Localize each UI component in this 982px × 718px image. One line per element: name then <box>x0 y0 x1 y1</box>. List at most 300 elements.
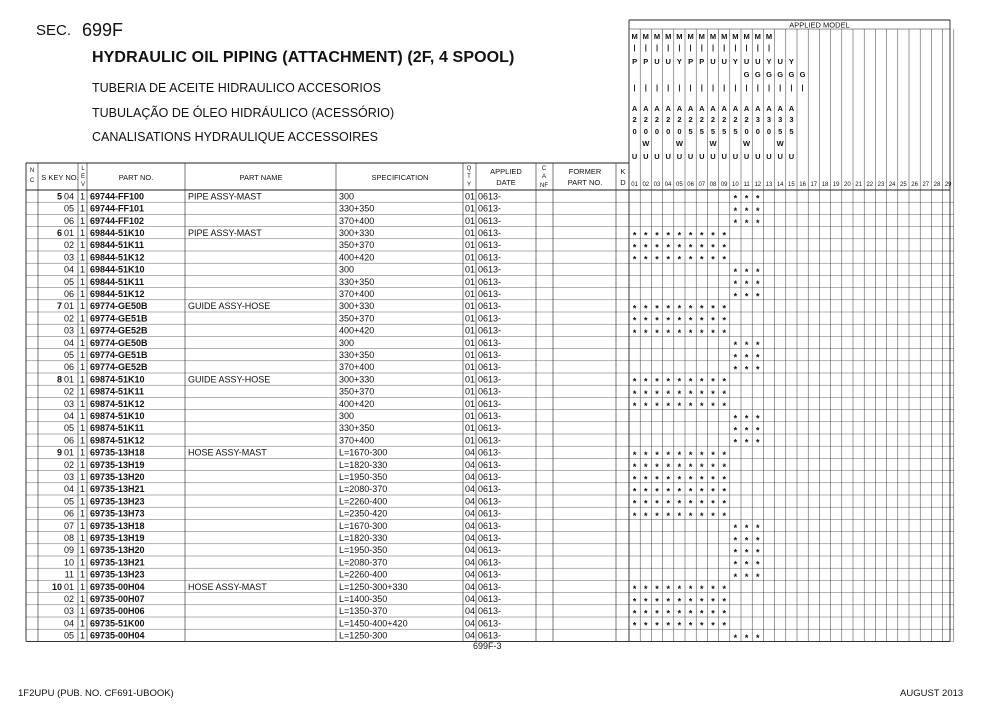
applicability-mark: * <box>677 462 682 473</box>
applicability-mark: * <box>632 254 637 265</box>
model-code-char: U <box>788 152 795 161</box>
model-code-char: U <box>732 152 739 161</box>
row-part-number: 69874-51K11 <box>90 386 145 397</box>
applicability-mark: * <box>700 230 704 241</box>
row-part-number: 69874-51K12 <box>90 398 145 409</box>
row-part-number: 69874-51K11 <box>90 423 145 434</box>
row-applied-date: 0613- <box>478 411 502 421</box>
applicability-mark: * <box>644 608 648 619</box>
applicability-mark: * <box>655 584 659 595</box>
applicability-mark: * <box>722 242 726 253</box>
applicability-mark: * <box>644 303 648 314</box>
row-applied-date: 0613- <box>478 350 502 360</box>
applicability-mark: * <box>644 584 648 595</box>
model-code-char: | <box>655 43 659 52</box>
model-column-number: 05 <box>676 182 683 188</box>
model-column-number: 17 <box>810 182 818 188</box>
row-key-number: 10 <box>51 581 62 592</box>
row-part-number: 69844-51K10 <box>90 228 145 238</box>
row-quantity: 01 <box>465 325 476 336</box>
row-level: 1 <box>79 411 86 421</box>
applicability-mark: * <box>756 535 760 546</box>
row-key-number: 7 <box>56 301 62 312</box>
model-code-char: G <box>766 70 772 79</box>
hdr-skey: S KEY NO. <box>41 173 79 182</box>
applicability-mark: * <box>733 547 738 558</box>
applicability-mark: * <box>756 352 760 363</box>
model-code-char: 5 <box>699 127 704 136</box>
row-quantity: 01 <box>465 313 476 324</box>
model-column-number: 03 <box>653 182 661 188</box>
model-code-char: 5 <box>722 127 727 136</box>
applicability-mark: * <box>655 608 659 619</box>
model-code-char: P <box>699 57 705 66</box>
row-quantity: 01 <box>465 362 476 373</box>
row-part-number: 69735-00H04 <box>90 630 145 641</box>
applicability-mark: * <box>700 584 704 595</box>
applicability-mark: * <box>688 388 693 399</box>
model-code-char: W <box>709 139 717 148</box>
applicability-mark: * <box>655 596 659 607</box>
applicability-mark: * <box>655 449 659 460</box>
model-code-char: A <box>631 104 638 113</box>
hdr-qty: Y <box>466 182 472 188</box>
applicability-mark: * <box>677 327 682 338</box>
row-level: 1 <box>79 301 86 312</box>
row-specification: L=1820-330 <box>339 533 388 543</box>
model-code-char: | <box>734 83 737 92</box>
applicability-mark: * <box>733 291 738 302</box>
row-specification: L=2260-400 <box>339 496 388 507</box>
model-code-char: M <box>653 32 661 41</box>
row-level: 1 <box>79 496 86 507</box>
model-code-char: M <box>743 32 750 41</box>
applicability-mark: * <box>644 620 648 631</box>
row-part-number: 69844-51K12 <box>90 252 145 263</box>
hdr-nc: C <box>29 178 35 184</box>
applicability-mark: * <box>666 608 670 619</box>
row-part-name: GUIDE ASSY-HOSE <box>188 374 271 385</box>
applicability-mark: * <box>733 413 738 424</box>
model-code-char: Y <box>732 57 738 66</box>
model-code-char: 0 <box>755 127 760 136</box>
model-code-char: 0 <box>666 127 671 136</box>
applicability-mark: * <box>666 510 670 521</box>
model-code-char: M <box>732 32 739 41</box>
applicability-mark: * <box>744 535 749 546</box>
row-quantity: 04 <box>465 520 476 531</box>
applicability-mark: * <box>644 315 648 326</box>
applicability-mark: * <box>677 388 682 399</box>
applicability-mark: * <box>632 462 637 473</box>
model-code-char: 0 <box>654 127 660 136</box>
footer-publication: 1F2UPU (PUB. NO. CF691-UBOOK) <box>18 688 174 699</box>
model-code-char: W <box>776 139 784 148</box>
row-part-number: 69874-51K10 <box>90 374 145 385</box>
row-specification: 300 <box>339 191 355 202</box>
applicability-mark: * <box>722 498 726 509</box>
model-column-number: 22 <box>866 182 874 188</box>
applicability-mark: * <box>722 315 726 326</box>
row-level: 1 <box>79 337 86 348</box>
row-part-number: 69874-51K10 <box>90 411 145 421</box>
model-code-char: U <box>743 152 750 161</box>
applicability-mark: * <box>744 364 749 375</box>
row-applied-date: 0613- <box>478 215 502 226</box>
row-part-name: GUIDE ASSY-HOSE <box>188 301 271 312</box>
row-key-number: 9 <box>56 447 62 458</box>
hdr-part-no: PART NO. <box>118 173 154 182</box>
applicability-mark: * <box>722 388 726 399</box>
row-level: 1 <box>79 325 86 336</box>
hdr-specification: SPECIFICATION <box>371 173 429 182</box>
model-code-char: 2 <box>744 115 749 124</box>
model-code-char: | <box>644 83 647 92</box>
model-column-number: 20 <box>844 182 851 188</box>
row-applied-date: 0613- <box>478 459 502 470</box>
row-level: 1 <box>79 228 86 238</box>
model-code-char: U <box>676 152 683 161</box>
row-specification: 300+330 <box>339 301 375 312</box>
row-specification: 350+370 <box>339 240 375 251</box>
model-code-char: 5 <box>778 127 783 136</box>
model-code-char: U <box>710 152 716 161</box>
model-column-number: 09 <box>720 182 728 188</box>
row-key-number: 8 <box>56 374 62 385</box>
page-number: 699F-3 <box>473 641 502 651</box>
model-code-char: U <box>631 152 638 161</box>
row-level: 1 <box>79 386 86 397</box>
applied-model-title: APPLIED MODEL <box>789 20 850 30</box>
row-applied-date: 0613- <box>478 630 502 641</box>
row-level: 1 <box>79 276 86 287</box>
row-sub-number: 06 <box>63 508 74 519</box>
model-code-char: | <box>734 43 737 52</box>
applicability-mark: * <box>632 474 637 485</box>
applicability-mark: * <box>733 559 738 570</box>
model-code-char: 2 <box>733 115 738 124</box>
applicability-mark: * <box>756 523 760 534</box>
row-quantity: 01 <box>465 374 476 385</box>
row-specification: L=1670-300 <box>339 447 388 458</box>
row-sub-number: 05 <box>63 203 74 214</box>
row-specification: 330+350 <box>339 276 375 287</box>
row-level: 1 <box>79 215 86 226</box>
row-specification: L=2260-400 <box>339 569 388 580</box>
applicability-mark: * <box>733 632 738 643</box>
applicability-mark: * <box>744 218 749 229</box>
model-code-char: U <box>755 152 761 161</box>
row-level: 1 <box>79 398 86 409</box>
row-level: 1 <box>79 472 86 482</box>
applicability-mark: * <box>666 376 670 387</box>
model-code-char: M <box>631 32 638 41</box>
applicability-mark: * <box>688 608 693 619</box>
applicability-mark: * <box>666 254 670 265</box>
model-code-char: A <box>654 104 660 113</box>
model-code-char: G <box>777 70 784 79</box>
row-specification: 300 <box>339 411 355 421</box>
hdr-canf: NF <box>540 183 548 189</box>
applicability-mark: * <box>666 620 670 631</box>
hdr-canf: C <box>541 166 547 172</box>
applicability-mark: * <box>688 303 693 314</box>
applicability-mark: * <box>677 584 682 595</box>
row-level: 1 <box>79 581 86 592</box>
applicability-mark: * <box>677 608 682 619</box>
row-part-number: 69844-51K11 <box>90 276 145 287</box>
model-column-number: 06 <box>687 182 694 188</box>
applicability-mark: * <box>666 584 670 595</box>
model-code-char: A <box>643 104 649 113</box>
model-code-char: G <box>788 70 795 79</box>
model-code-char: A <box>777 104 783 113</box>
model-code-char: 2 <box>643 115 648 124</box>
applicability-mark: * <box>677 242 682 253</box>
row-applied-date: 0613- <box>478 447 502 458</box>
model-code-char: U <box>665 152 671 161</box>
row-sub-number: 10 <box>63 557 74 568</box>
model-column-number: 28 <box>933 182 941 188</box>
applicability-mark: * <box>644 388 648 399</box>
row-part-name: PIPE ASSY-MAST <box>188 191 262 202</box>
row-specification: 330+350 <box>339 423 375 434</box>
model-code-char: 0 <box>677 127 682 136</box>
hdr-applied-date: DATE <box>496 178 516 187</box>
row-sub-number: 06 <box>63 215 74 226</box>
row-key-number: 5 <box>56 191 62 202</box>
applicability-mark: * <box>688 584 693 595</box>
applicability-mark: * <box>688 462 693 473</box>
model-column-number: 01 <box>631 182 638 188</box>
applicability-mark: * <box>666 315 670 326</box>
applicability-mark: * <box>711 620 715 631</box>
applicability-mark: * <box>700 303 704 314</box>
applicability-mark: * <box>756 413 760 424</box>
applicability-mark: * <box>688 254 693 265</box>
model-code-char: M <box>698 32 705 41</box>
applicability-mark: * <box>655 401 659 412</box>
model-code-char: U <box>755 57 761 66</box>
model-column-number: 27 <box>922 182 930 188</box>
row-level: 1 <box>79 313 86 324</box>
model-code-char: 2 <box>710 115 716 124</box>
model-code-char: | <box>700 83 703 92</box>
row-sub-number: 05 <box>63 350 74 360</box>
row-sub-number: 08 <box>63 533 74 543</box>
model-code-char: M <box>721 32 728 41</box>
row-sub-number: 05 <box>63 496 74 507</box>
applicability-mark: * <box>700 242 704 253</box>
row-quantity: 01 <box>465 228 476 238</box>
row-sub-number: 02 <box>63 386 74 397</box>
row-part-number: 69735-13H21 <box>90 484 145 495</box>
applicability-mark: * <box>756 279 760 290</box>
model-code-char: 5 <box>789 127 794 136</box>
model-code-char: 5 <box>688 127 693 136</box>
row-quantity: 04 <box>465 594 476 604</box>
row-sub-number: 02 <box>63 313 74 324</box>
row-part-number: 69774-GE51B <box>90 313 148 324</box>
applicability-mark: * <box>700 596 704 607</box>
row-quantity: 04 <box>465 569 476 580</box>
row-quantity: 01 <box>465 337 476 348</box>
model-code-char: A <box>676 104 683 113</box>
row-level: 1 <box>79 423 86 434</box>
hdr-former: FORMER <box>568 167 602 176</box>
applicability-mark: * <box>711 596 715 607</box>
applicability-mark: * <box>711 254 715 265</box>
applicability-mark: * <box>711 486 715 497</box>
model-code-char: | <box>678 83 681 92</box>
row-specification: 350+370 <box>339 386 375 397</box>
applicability-mark: * <box>722 462 726 473</box>
applicability-mark: * <box>744 340 749 351</box>
applicability-mark: * <box>744 547 749 558</box>
applicability-mark: * <box>700 608 704 619</box>
row-specification: L=2080-370 <box>339 557 388 568</box>
row-quantity: 04 <box>465 508 476 519</box>
row-level: 1 <box>79 557 86 568</box>
applicability-mark: * <box>677 376 682 387</box>
row-part-number: 69744-FF101 <box>90 203 145 214</box>
applicability-mark: * <box>655 388 659 399</box>
model-code-char: 3 <box>755 115 760 124</box>
applicability-mark: * <box>744 559 749 570</box>
row-part-number: 69735-00H06 <box>90 606 145 617</box>
applicability-mark: * <box>711 388 715 399</box>
model-code-char: 2 <box>632 115 637 124</box>
row-applied-date: 0613- <box>478 569 502 580</box>
row-quantity: 04 <box>465 630 476 641</box>
applicability-mark: * <box>666 449 670 460</box>
row-quantity: 01 <box>465 301 476 312</box>
row-quantity: 01 <box>465 386 476 397</box>
row-specification: L=1350-370 <box>339 606 388 617</box>
applicability-mark: * <box>711 498 715 509</box>
row-part-number: 69735-13H20 <box>90 472 145 482</box>
applicability-mark: * <box>688 327 693 338</box>
row-level: 1 <box>79 520 86 531</box>
applicability-mark: * <box>711 327 715 338</box>
row-part-number: 69735-13H20 <box>90 545 145 556</box>
model-code-char: 2 <box>688 115 693 124</box>
row-sub-number: 04 <box>63 411 74 421</box>
row-quantity: 04 <box>465 484 476 495</box>
applicability-mark: * <box>677 449 682 460</box>
applicability-mark: * <box>744 413 749 424</box>
applicability-mark: * <box>700 401 704 412</box>
applicability-mark: * <box>733 352 738 363</box>
applicability-mark: * <box>700 474 704 485</box>
hdr-qty: Q <box>466 166 472 172</box>
applicability-mark: * <box>666 242 670 253</box>
model-code-char: 2 <box>677 115 682 124</box>
model-code-char: | <box>667 83 670 92</box>
applicability-mark: * <box>644 376 648 387</box>
model-column-number: 08 <box>709 182 717 188</box>
applicability-mark: * <box>711 462 715 473</box>
applicability-mark: * <box>711 315 715 326</box>
applicability-mark: * <box>700 498 704 509</box>
row-level: 1 <box>79 447 86 458</box>
row-sub-number: 06 <box>63 289 74 299</box>
applicability-mark: * <box>700 449 704 460</box>
model-column-number: 04 <box>664 182 672 188</box>
row-sub-number: 06 <box>63 362 74 373</box>
sec-number: 699F <box>82 20 124 40</box>
applicability-mark: * <box>644 596 648 607</box>
model-column-number: 07 <box>698 182 706 188</box>
applicability-mark: * <box>722 510 726 521</box>
applicability-mark: * <box>722 401 726 412</box>
applicability-mark: * <box>632 510 637 521</box>
row-quantity: 01 <box>465 435 476 446</box>
row-part-number: 69735-51K00 <box>90 618 145 629</box>
row-applied-date: 0613- <box>478 301 502 312</box>
row-sub-number: 02 <box>63 459 74 470</box>
applicability-mark: * <box>756 266 760 277</box>
row-sub-number: 04 <box>63 264 74 275</box>
applicability-mark: * <box>722 596 726 607</box>
applicability-mark: * <box>744 632 749 643</box>
model-column-number: 10 <box>732 182 739 188</box>
applicability-mark: * <box>666 462 670 473</box>
model-column-number: 21 <box>855 182 862 188</box>
row-part-number: 69844-51K11 <box>90 240 145 251</box>
applicability-mark: * <box>688 401 693 412</box>
model-code-char: | <box>678 43 681 52</box>
row-quantity: 01 <box>465 191 476 202</box>
applicability-mark: * <box>711 608 715 619</box>
applicability-mark: * <box>733 425 738 436</box>
applicability-mark: * <box>644 474 648 485</box>
row-sub-number: 03 <box>63 606 74 617</box>
applicability-mark: * <box>700 620 704 631</box>
model-code-char: U <box>766 152 772 161</box>
applicability-mark: * <box>632 376 637 387</box>
applicability-mark: * <box>722 584 726 595</box>
row-sub-number: 01 <box>63 301 74 312</box>
model-code-char: M <box>687 32 694 41</box>
applicability-mark: * <box>666 498 670 509</box>
row-part-number: 69735-00H07 <box>90 594 145 604</box>
row-specification: L=1820-330 <box>339 459 388 470</box>
row-specification: L=1400-350 <box>339 594 388 604</box>
row-part-number: 69844-51K12 <box>90 289 145 299</box>
applicability-mark: * <box>700 315 704 326</box>
applicability-mark: * <box>733 364 738 375</box>
applicability-mark: * <box>733 193 738 204</box>
applicability-mark: * <box>700 486 704 497</box>
row-sub-number: 03 <box>63 252 74 263</box>
applicability-mark: * <box>733 437 738 448</box>
row-quantity: 01 <box>465 252 476 263</box>
row-level: 1 <box>79 435 86 446</box>
applicability-mark: * <box>744 425 749 436</box>
row-level: 1 <box>79 508 86 519</box>
applicability-mark: * <box>632 315 637 326</box>
row-level: 1 <box>79 459 86 470</box>
subtitle-french: CANALISATIONS HYDRAULIQUE ACCESSOIRES <box>92 130 378 144</box>
model-code-char: 2 <box>699 115 704 124</box>
model-column-number: 02 <box>642 182 650 188</box>
page-title: HYDRAULIC OIL PIPING (ATTACHMENT) (2F, 4 SPOOL) <box>92 49 515 66</box>
applicability-mark: * <box>632 449 637 460</box>
row-sub-number: 03 <box>63 325 74 336</box>
model-code-char: P <box>643 57 649 66</box>
row-specification: 330+350 <box>339 350 375 360</box>
